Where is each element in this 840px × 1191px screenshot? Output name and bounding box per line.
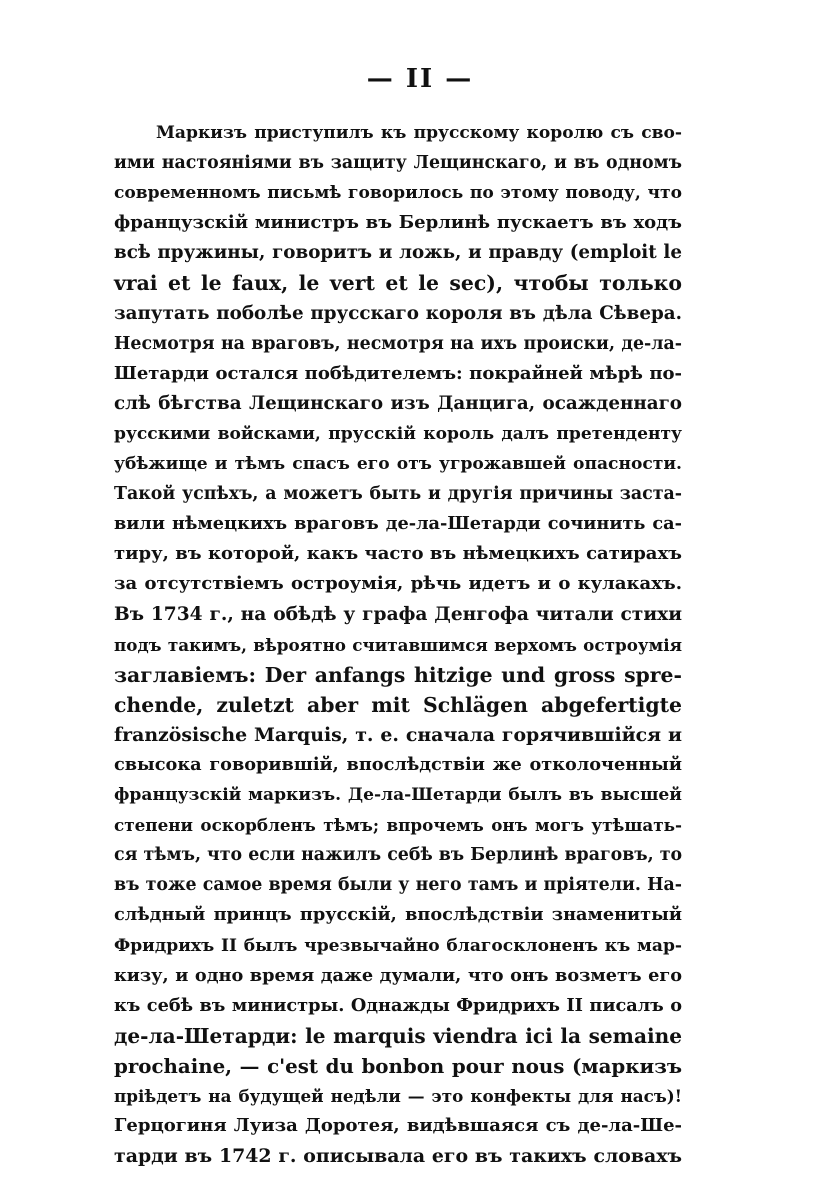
text-line: заглавіемъ: Der anfangs hitzige und gross spre- bbox=[114, 662, 682, 687]
text-line: französische Marquis, т. е. сначала горячившійся и bbox=[114, 723, 682, 746]
text-line: степени оскорбленъ тѣмъ; впрочемъ онъ могъ утѣшать- bbox=[114, 815, 682, 836]
text-line: всѣ пружины, говоритъ и ложь, и правду (emploit le bbox=[114, 242, 682, 264]
page-number-header: — II — bbox=[366, 64, 474, 94]
text-line: слѣ бѣгства Лещинскаго изъ Данцига, осажденнаго bbox=[114, 392, 682, 414]
text-line: кизу, и одно время даже думали, что онъ возметъ его bbox=[114, 964, 682, 986]
text-line: chende, zuletzt aber mit Schlägen abgefertigte bbox=[114, 692, 682, 717]
text-line: пріѣдетъ на будущей недѣли — это конфекты для насъ)! bbox=[114, 1086, 682, 1106]
text-line: Несмотря на враговъ, несмотря на ихъ происки, де-ла- bbox=[114, 333, 682, 354]
text-line: де-ла-Шетарди: le marquis viendra ici la semaine bbox=[114, 1023, 682, 1048]
text-line: въ тоже самое время были у него тамъ и пріятели. На- bbox=[114, 875, 682, 896]
text-line: французскій министръ въ Берлинѣ пускаетъ въ ходъ bbox=[114, 212, 682, 234]
text-line: Фридрихъ II былъ чрезвычайно благосклоненъ къ мар- bbox=[114, 935, 682, 956]
text-line: слѣдный принцъ прусскій, впослѣдствіи знаменитый bbox=[114, 904, 682, 926]
text-line: запутать поболѣе прусскаго короля въ дѣла Сѣвера. bbox=[114, 302, 682, 324]
text-line: убѣжище и тѣмъ спасъ его отъ угрожавшей опасности. bbox=[114, 454, 682, 475]
text-line: тиру, въ которой, какъ часто въ нѣмецкихъ сатирахъ bbox=[114, 543, 682, 565]
text-line: Такой успѣхъ, а можетъ быть и другія причины заста- bbox=[114, 484, 682, 505]
text-line: русскими войсками, прусскій король далъ претенденту bbox=[114, 423, 682, 444]
text-line: Въ 1734 г., на обѣдѣ у графа Денгофа читали стихи bbox=[114, 603, 682, 625]
text-line: Шетарди остался побѣдителемъ: покрайней мѣрѣ по- bbox=[114, 362, 682, 384]
text-line: тарди въ 1742 г. описывала его въ такихъ словахъ bbox=[114, 1145, 682, 1168]
text-line: вили нѣмецкихъ враговъ де-ла-Шетарди сочинить са- bbox=[114, 513, 682, 535]
text-line: подъ такимъ, вѣроятно считавшимся верхомъ остроумія bbox=[114, 634, 682, 655]
text-line: французскій маркизъ. Де-ла-Шетарди былъ въ высшей bbox=[114, 785, 682, 806]
text-line: къ себѣ въ министры. Однажды Фридрихъ II писалъ о bbox=[114, 994, 682, 1016]
text-line: современномъ письмѣ говорилось по этому поводу, что bbox=[114, 183, 682, 204]
text-line: vrai et le faux, le vert et le sec), чтобы только bbox=[114, 271, 682, 296]
text-line: ими настояніями въ защиту Лещинскаго, и въ одномъ bbox=[114, 153, 682, 174]
text-line: за отсутствіемъ остроумія, рѣчь идетъ и о кулакахъ. bbox=[114, 573, 682, 595]
text-line: ся тѣмъ, что если нажилъ себѣ въ Берлинѣ враговъ, то bbox=[114, 845, 683, 866]
text-line: prochaine, — c'est du bonbon pour nous (маркизъ bbox=[114, 1053, 682, 1078]
text-line: свысока говорившій, впослѣдствіи же отколоченный bbox=[114, 753, 682, 775]
text-line: Герцогиня Луиза Доротея, видѣвшаяся съ де-ла-Ше- bbox=[114, 1115, 682, 1137]
text-line: Маркизъ приступилъ къ прусскому королю съ сво- bbox=[156, 123, 682, 143]
body-text bbox=[114, 118, 682, 1171]
